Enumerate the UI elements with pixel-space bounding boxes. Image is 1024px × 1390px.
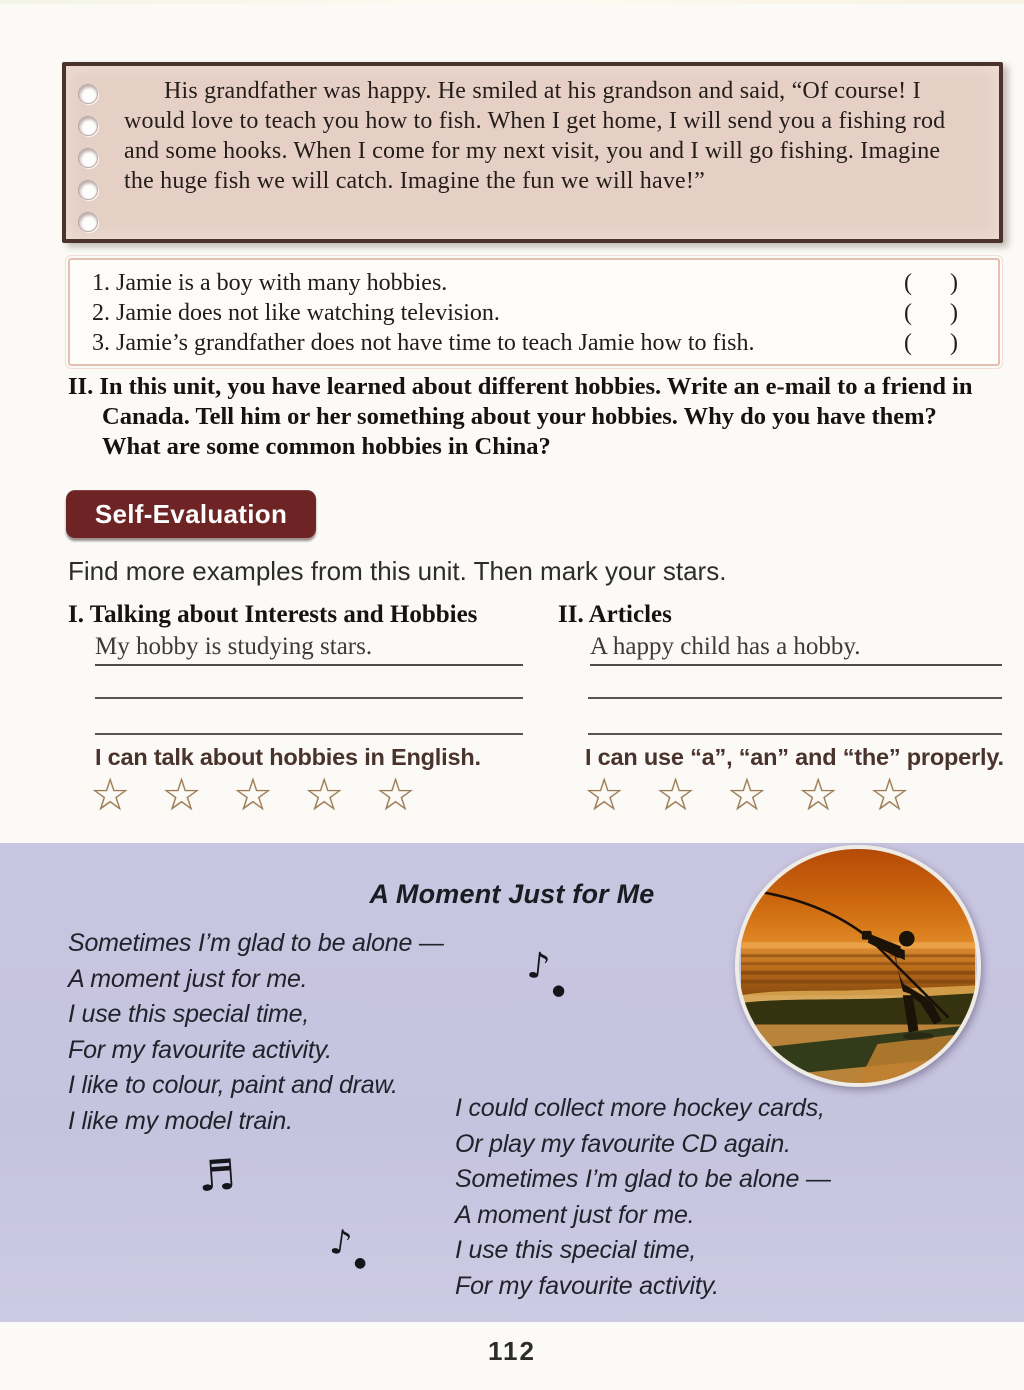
answer-line[interactable]	[95, 733, 523, 735]
poem-line: Sometimes I’m glad to be alone —	[68, 929, 444, 957]
question-text: Jamie does not like watching television.	[116, 300, 500, 326]
star-icon[interactable]: ☆	[726, 768, 768, 821]
poem-line: A moment just for me.	[68, 964, 308, 993]
music-note-icon: ♪	[327, 1221, 355, 1265]
star-icon[interactable]: ☆	[584, 768, 625, 821]
star-rating-articles	[584, 768, 910, 821]
reading-passage-text: His grandfather was happy. He smiled at his grandson and said, “Of course! I would love to teach you how to fish. When I get home, I will send you a fishing rod and some hooks. When I come for my next visit, you and I will go fishing. Imagine the huge fish we will catch. Imagine the fun we will have!”	[124, 78, 946, 194]
writing-task-instructions	[68, 372, 973, 462]
question-text: Jamie is a boy with many hobbies.	[116, 270, 448, 296]
music-note-icon: ●	[552, 981, 566, 999]
star-icon[interactable]: ☆	[90, 768, 131, 821]
poem-line: For my favourite activity.	[455, 1271, 719, 1300]
question-number: 3.	[92, 330, 110, 356]
poem-line: I like to colour, paint and draw.	[68, 1071, 398, 1099]
question-row	[92, 298, 972, 328]
example-sentence: A happy child has a hobby.	[590, 633, 1002, 666]
poem-section	[0, 843, 1024, 1322]
poem-line: I could collect more hockey cards,	[455, 1094, 825, 1122]
question-number: 1.	[92, 270, 110, 296]
answer-slot[interactable]: ( )	[904, 300, 958, 326]
example-sentence: My hobby is studying stars.	[95, 633, 523, 666]
question-number: 2.	[92, 300, 110, 326]
star-rating-interests	[90, 768, 416, 821]
column-heading-articles: II. Articles	[558, 601, 672, 628]
binder-hole-icon	[78, 84, 98, 104]
can-do-statement: I can talk about hobbies in English.	[95, 744, 481, 770]
star-icon[interactable]: ☆	[161, 768, 202, 821]
self-evaluation-intro: Find more examples from this unit. Then mark your stars.	[68, 556, 727, 586]
binding-holes	[78, 66, 104, 239]
true-false-questions-box	[68, 258, 1000, 366]
binder-hole-icon	[78, 116, 98, 136]
star-icon[interactable]: ☆	[869, 768, 910, 821]
fishing-silhouette-illustration	[739, 849, 977, 1083]
star-icon[interactable]: ☆	[232, 768, 274, 821]
task-text: In this unit, you have learned about different hobbies. Write an e-mail to a friend in Canada. Tell him or her something about your hobbies. Why do you have them? What are some common hobbies in China?	[99, 373, 973, 460]
answer-line[interactable]	[588, 697, 1002, 699]
poem-line: I like my model train.	[68, 1106, 293, 1135]
self-evaluation-heading-badge: Self-Evaluation	[66, 490, 316, 538]
column-heading-interests: I. Talking about Interests and Hobbies	[68, 601, 478, 628]
poem-stanza-left	[68, 926, 444, 1139]
music-note-icon: ♬	[196, 1149, 238, 1202]
fishing-sunset-photo	[735, 845, 981, 1087]
music-note-icon: ♪	[524, 944, 553, 989]
star-icon[interactable]: ☆	[304, 768, 345, 821]
answer-slot[interactable]: ( )	[904, 330, 958, 356]
answer-line[interactable]	[588, 733, 1002, 735]
question-row	[92, 328, 972, 358]
star-icon[interactable]: ☆	[375, 768, 416, 821]
answer-line[interactable]	[95, 697, 523, 699]
task-roman-numeral: II.	[68, 373, 94, 400]
star-icon[interactable]: ☆	[798, 768, 839, 821]
can-do-statement: I can use “a”, “an” and “the” properly.	[585, 744, 1004, 770]
question-text: Jamie’s grandfather does not have time to teach Jamie how to fish.	[116, 330, 755, 356]
binder-hole-icon	[78, 212, 98, 232]
poem-line: I use this special time,	[455, 1236, 697, 1264]
question-row	[92, 268, 972, 298]
answer-slot[interactable]: ( )	[904, 270, 958, 296]
poem-line: I use this special time,	[68, 1000, 310, 1028]
music-note-icon: ●	[354, 1255, 367, 1271]
poem-line: For my favourite activity.	[68, 1035, 332, 1064]
binder-hole-icon	[78, 148, 98, 168]
star-icon[interactable]: ☆	[655, 768, 696, 821]
poem-title: A Moment Just for Me	[369, 879, 655, 909]
reading-passage-notepad	[62, 62, 1003, 243]
poem-line: Or play my favourite CD again.	[455, 1129, 791, 1158]
binder-hole-icon	[78, 180, 98, 200]
page-number: 112	[488, 1336, 536, 1366]
poem-line: A moment just for me.	[455, 1200, 695, 1229]
poem-stanza-right	[455, 1091, 831, 1304]
poem-line: Sometimes I’m glad to be alone —	[455, 1165, 831, 1193]
